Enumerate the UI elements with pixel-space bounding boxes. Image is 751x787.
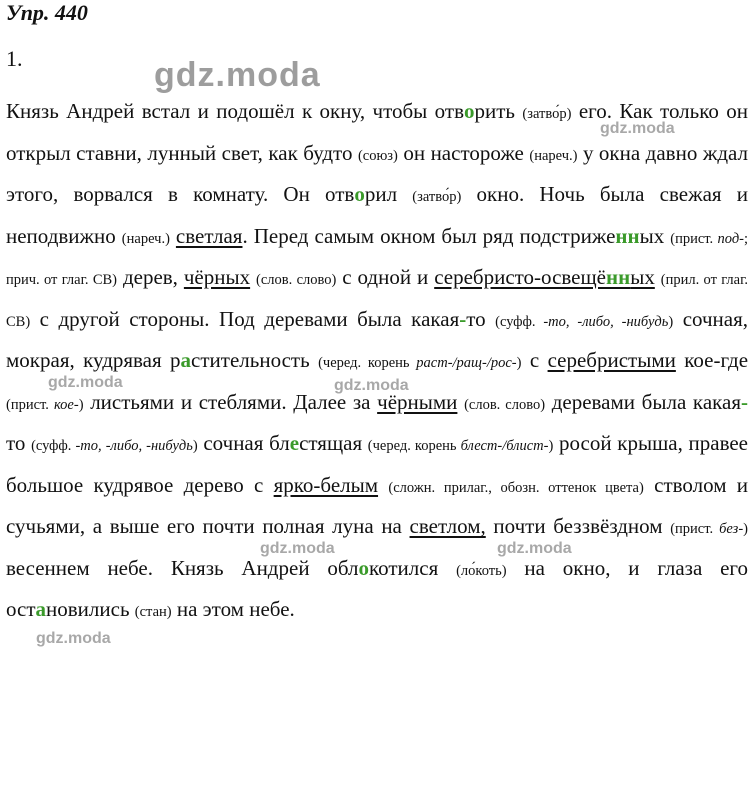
- text-segment: окно. Ночь была свежая и неподвижно: [6, 182, 748, 248]
- text-segment: Перед самым окном был ряд подстриже: [253, 223, 616, 248]
- watermark-main: gdz.moda: [154, 56, 321, 94]
- grammar-note: (слов. слово): [464, 396, 546, 413]
- text-segment: деревами была какая: [551, 389, 741, 414]
- underlined-word: чёрными: [377, 389, 458, 414]
- underlined-word: серебристыми: [547, 348, 676, 372]
- text-segment: на окно, и глаза его ост: [6, 555, 749, 621]
- grammar-note: (союз): [357, 147, 398, 164]
- item-number: 1.: [6, 46, 23, 71]
- grammar-note: (суфф. -то, -либо, -нибудь): [31, 438, 198, 454]
- grammar-note: (черед. корень блест-/блист-): [367, 438, 554, 454]
- grammar-note: (нареч.): [529, 147, 578, 164]
- text-segment: рить: [474, 99, 515, 123]
- highlighted-letter: нн: [615, 223, 640, 248]
- watermark-small: gdz.moda: [48, 374, 123, 391]
- text-segment: сочная, мокрая, кудрявая р: [6, 306, 748, 372]
- text-segment: с: [529, 348, 540, 372]
- text-segment: он настороже: [403, 140, 524, 165]
- underlined-word: серебристо-освещённых: [434, 265, 655, 289]
- highlighted-letter: -: [741, 389, 748, 414]
- highlighted-letter: о: [354, 182, 365, 206]
- highlighted-letter: о: [358, 555, 370, 580]
- grammar-note: (прил. от глаг. СВ): [6, 272, 749, 330]
- text-segment: с одной и: [342, 265, 429, 289]
- text-segment: то: [6, 431, 26, 455]
- underlined-word: ярко-белым: [273, 472, 379, 497]
- text-segment: Далее за: [293, 389, 371, 414]
- highlighted-letter: -: [459, 306, 467, 331]
- highlighted-letter: е: [289, 431, 300, 455]
- text-segment: стительность: [191, 348, 310, 372]
- text-segment: котился: [369, 555, 439, 580]
- text-segment: росой крыша, правее большое кудрявое дерево с: [6, 431, 748, 497]
- grammar-note: (прист. под-; прич. от глаг. СВ): [6, 230, 749, 288]
- highlighted-letter: а: [180, 348, 192, 372]
- text-segment: новились: [46, 597, 130, 621]
- text-segment: то: [466, 306, 486, 331]
- text-segment: стволом и сучьями, а выше его почти полная луна на: [6, 472, 749, 538]
- underlined-word: светлом,: [409, 514, 486, 538]
- text-segment: почти беззвёздном: [493, 514, 663, 538]
- text-segment: на этом небе.: [176, 597, 295, 621]
- grammar-note: (прист. без-): [670, 521, 749, 537]
- watermark-small: gdz.moda: [600, 120, 675, 137]
- watermark-small: gdz.moda: [36, 630, 111, 647]
- grammar-note: (суфф. -то, -либо, -нибудь): [495, 313, 674, 330]
- grammar-note: (стан): [134, 604, 172, 620]
- grammar-note: (слов. слово): [256, 272, 337, 288]
- text-segment: рил: [364, 182, 398, 206]
- watermark-small: gdz.moda: [260, 540, 335, 557]
- grammar-note: (нареч.): [121, 230, 170, 247]
- grammar-note: (черед. корень раст-/ращ-/рос-): [318, 355, 522, 371]
- grammar-note: (сложн. прилаг., обозн. оттенок цвета): [388, 479, 644, 496]
- watermark-small: gdz.moda: [497, 540, 572, 557]
- text-segment: ых: [639, 223, 665, 248]
- text-segment: листьями и стеблями.: [90, 389, 287, 414]
- text-segment: Князь Андрей обл: [170, 555, 359, 580]
- text-segment: весеннем небе.: [6, 555, 153, 580]
- exercise-text: [6, 92, 748, 632]
- watermark-small: gdz.moda: [334, 377, 409, 394]
- highlighted-letter: о: [464, 99, 475, 123]
- exercise-title: Упр. 440: [6, 0, 88, 25]
- grammar-note: (ло́коть): [456, 562, 507, 579]
- text-segment: Князь Андрей встал и подошёл к окну, чтобы отв: [6, 99, 464, 123]
- text-segment: у окна давно ждал этого, ворвался в комнату. Он отв: [6, 140, 748, 206]
- underlined-word: чёрных: [183, 265, 251, 289]
- text-segment: сочная бл: [203, 431, 290, 455]
- text-segment: кое-где: [684, 348, 749, 372]
- highlighted-letter: а: [35, 597, 47, 621]
- text-segment: дерев,: [122, 265, 178, 289]
- text-segment: с другой стороны. Под деревами была какая: [39, 306, 460, 331]
- grammar-note: (прист. кое-): [6, 396, 84, 413]
- underlined-word: светлая: [175, 223, 243, 248]
- grammar-note: (затво́р): [412, 189, 462, 205]
- text-segment: стящая: [299, 431, 363, 455]
- text-segment: .: [242, 223, 248, 248]
- text-segment: его. Как только он открыл ставни, лунный свет, как будто: [6, 99, 748, 165]
- grammar-note: (затво́р): [522, 106, 572, 122]
